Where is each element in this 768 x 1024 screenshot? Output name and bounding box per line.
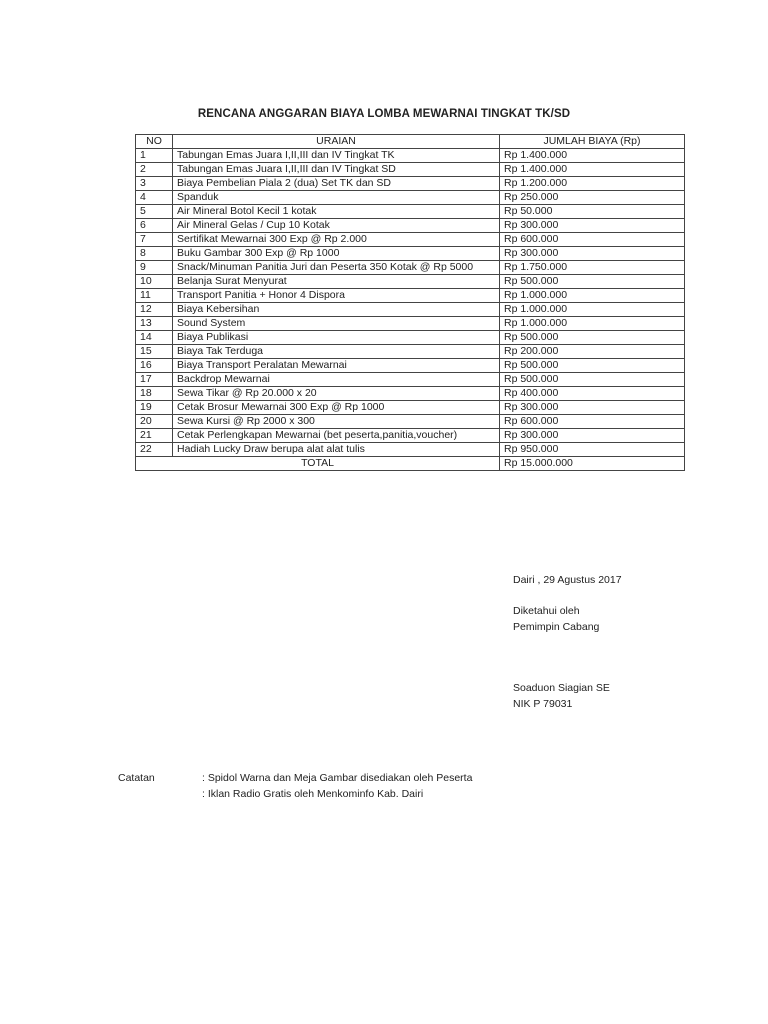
row-amount: Rp 600.000 <box>500 233 685 247</box>
row-amount: Rp 500.000 <box>500 331 685 345</box>
table-row <box>136 191 685 205</box>
table-row <box>136 345 685 359</box>
table-row <box>136 233 685 247</box>
row-description: Cetak Brosur Mewarnai 300 Exp @ Rp 1000 <box>173 401 500 415</box>
table-row <box>136 289 685 303</box>
header-description: URAIAN <box>173 135 500 149</box>
row-amount: Rp 300.000 <box>500 401 685 415</box>
row-amount: Rp 600.000 <box>500 415 685 429</box>
table-row <box>136 219 685 233</box>
row-amount: Rp 1.200.000 <box>500 177 685 191</box>
row-number: 21 <box>136 429 173 443</box>
row-amount: Rp 300.000 <box>500 219 685 233</box>
row-number: 6 <box>136 219 173 233</box>
row-amount: Rp 500.000 <box>500 275 685 289</box>
row-description: Backdrop Mewarnai <box>173 373 500 387</box>
row-number: 17 <box>136 373 173 387</box>
table-row <box>136 163 685 177</box>
row-number: 22 <box>136 443 173 457</box>
row-description: Transport Panitia + Honor 4 Dispora <box>173 289 500 303</box>
row-description: Sewa Kursi @ Rp 2000 x 300 <box>173 415 500 429</box>
signer-position: Pemimpin Cabang <box>513 621 600 633</box>
acknowledged-by: Diketahui oleh <box>513 605 580 617</box>
row-amount: Rp 50.000 <box>500 205 685 219</box>
row-description: Snack/Minuman Panitia Juri dan Peserta 350 Kotak @ Rp 5000 <box>173 261 500 275</box>
header-no: NO <box>136 135 173 149</box>
row-number: 13 <box>136 317 173 331</box>
row-amount: Rp 250.000 <box>500 191 685 205</box>
total-row <box>136 457 685 471</box>
table-row <box>136 303 685 317</box>
row-number: 11 <box>136 289 173 303</box>
row-amount: Rp 1.000.000 <box>500 317 685 331</box>
row-number: 18 <box>136 387 173 401</box>
row-number: 9 <box>136 261 173 275</box>
table-row <box>136 443 685 457</box>
table-header-row <box>136 135 685 149</box>
signer-name: Soaduon Siagian SE <box>513 682 610 694</box>
row-amount: Rp 1.000.000 <box>500 303 685 317</box>
table-body <box>136 149 685 457</box>
row-number: 12 <box>136 303 173 317</box>
row-amount: Rp 1.750.000 <box>500 261 685 275</box>
row-description: Cetak Perlengkapan Mewarnai (bet peserta,panitia,voucher) <box>173 429 500 443</box>
note-item: : Spidol Warna dan Meja Gambar disediakan oleh Peserta <box>202 772 473 784</box>
note-item: : Iklan Radio Gratis oleh Menkominfo Kab. Dairi <box>202 788 424 800</box>
row-description: Tabungan Emas Juara I,II,III dan IV Tingkat SD <box>173 163 500 177</box>
table-row <box>136 317 685 331</box>
table-row <box>136 415 685 429</box>
row-description: Biaya Kebersihan <box>173 303 500 317</box>
row-number: 10 <box>136 275 173 289</box>
document-title: RENCANA ANGGARAN BIAYA LOMBA MEWARNAI TINGKAT TK/SD <box>197 108 571 120</box>
row-description: Biaya Publikasi <box>173 331 500 345</box>
notes-label: Catatan <box>118 772 155 784</box>
row-amount: Rp 1.000.000 <box>500 289 685 303</box>
row-number: 20 <box>136 415 173 429</box>
row-description: Biaya Tak Terduga <box>173 345 500 359</box>
row-description: Spanduk <box>173 191 500 205</box>
signer-id: NIK P 79031 <box>513 698 573 710</box>
total-amount: Rp 15.000.000 <box>500 457 685 471</box>
row-description: Hadiah Lucky Draw berupa alat alat tulis <box>173 443 500 457</box>
row-amount: Rp 1.400.000 <box>500 149 685 163</box>
table-row <box>136 359 685 373</box>
budget-table <box>135 134 685 471</box>
row-amount: Rp 1.400.000 <box>500 163 685 177</box>
table-row <box>136 429 685 443</box>
row-description: Biaya Pembelian Piala 2 (dua) Set TK dan SD <box>173 177 500 191</box>
row-number: 1 <box>136 149 173 163</box>
row-description: Biaya Transport Peralatan Mewarnai <box>173 359 500 373</box>
table-row <box>136 275 685 289</box>
row-number: 2 <box>136 163 173 177</box>
row-description: Buku Gambar 300 Exp @ Rp 1000 <box>173 247 500 261</box>
notes-list <box>202 770 622 802</box>
total-label: TOTAL <box>136 457 500 471</box>
row-number: 14 <box>136 331 173 345</box>
row-description: Sewa Tikar @ Rp 20.000 x 20 <box>173 387 500 401</box>
row-number: 3 <box>136 177 173 191</box>
table-row <box>136 401 685 415</box>
row-number: 15 <box>136 345 173 359</box>
table-row <box>136 149 685 163</box>
table-row <box>136 373 685 387</box>
row-description: Air Mineral Gelas / Cup 10 Kotak <box>173 219 500 233</box>
row-description: Sound System <box>173 317 500 331</box>
row-amount: Rp 300.000 <box>500 247 685 261</box>
row-number: 19 <box>136 401 173 415</box>
table-row <box>136 177 685 191</box>
row-description: Belanja Surat Menyurat <box>173 275 500 289</box>
table-row <box>136 387 685 401</box>
row-amount: Rp 300.000 <box>500 429 685 443</box>
row-description: Sertifikat Mewarnai 300 Exp @ Rp 2.000 <box>173 233 500 247</box>
table-row <box>136 261 685 275</box>
row-number: 7 <box>136 233 173 247</box>
row-number: 8 <box>136 247 173 261</box>
row-number: 16 <box>136 359 173 373</box>
row-amount: Rp 200.000 <box>500 345 685 359</box>
row-description: Air Mineral Botol Kecil 1 kotak <box>173 205 500 219</box>
header-amount: JUMLAH BIAYA (Rp) <box>500 135 685 149</box>
row-amount: Rp 950.000 <box>500 443 685 457</box>
row-number: 4 <box>136 191 173 205</box>
place-date: Dairi , 29 Agustus 2017 <box>513 574 622 586</box>
table-row <box>136 331 685 345</box>
row-amount: Rp 500.000 <box>500 373 685 387</box>
row-description: Tabungan Emas Juara I,II,III dan IV Tingkat TK <box>173 149 500 163</box>
table-row <box>136 247 685 261</box>
row-number: 5 <box>136 205 173 219</box>
table-row <box>136 205 685 219</box>
row-amount: Rp 400.000 <box>500 387 685 401</box>
row-amount: Rp 500.000 <box>500 359 685 373</box>
